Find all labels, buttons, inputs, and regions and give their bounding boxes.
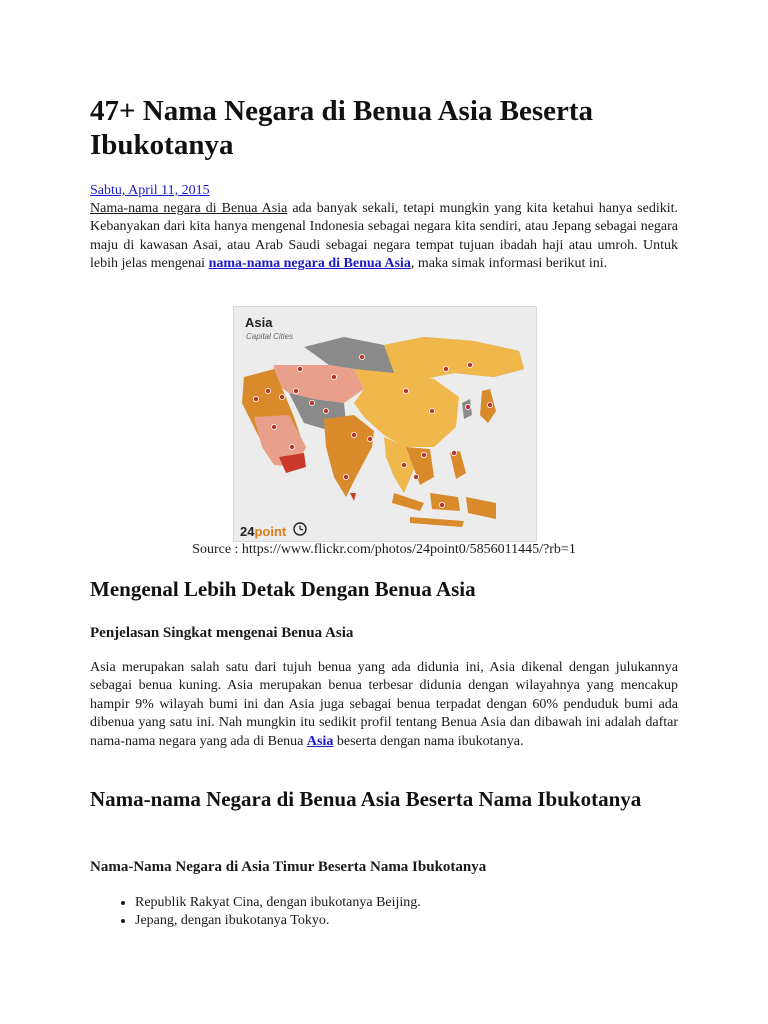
country-list [90, 894, 421, 930]
region-indonesia-3 [466, 497, 496, 519]
image-source-caption: Source : https://www.flickr.com/photos/24point0/5856011445/?rb=1 [192, 542, 576, 557]
map-logo-o: o [262, 524, 271, 539]
map-logo [240, 524, 286, 539]
section1-text-1: Asia merupakan salah satu dari tujuh benua yang ada didunia ini, Asia dikenal dengan julukannya sebagai benua kuning. Asia merupakan benua terbesar didunia dengan wilayahnya yang mencakup hampir 9% wilayah bumi ini dan Asia juga sebagai benua terpadat dengan 60% penduduk bumi ada dibenua yang satu ini. Nah mungkin itu sedikit profil tentang Benua Asia dan dibawah ini adalah daftar nama-nama negara yang ada di Benua [90, 660, 678, 749]
map-title: Asia [245, 315, 273, 330]
region-central-asia [272, 365, 364, 403]
map-subtitle: Capital Cities [246, 332, 294, 341]
section2-heading: Nama-nama Negara di Benua Asia Beserta Nama Ibukotanya [90, 787, 642, 811]
map-logo-suffix: int [270, 524, 287, 539]
region-indonesia-2 [430, 493, 460, 511]
asia-link[interactable]: Asia [306, 733, 334, 749]
map-logo-prefix: 24 [240, 524, 255, 539]
region-india [324, 415, 374, 497]
list-item: • Jepang, dengan ibukotanya Tokyo. [135, 912, 421, 930]
section2-subheading: Nama-Nama Negara di Asia Timur Beserta Nama Ibukotanya [90, 859, 487, 875]
section1-paragraph [90, 659, 678, 751]
section1-subheading: Penjelasan Singkat mengenai Benua Asia [90, 625, 354, 641]
region-sri-lanka [350, 493, 356, 501]
intro-text-2: , maka simak informasi berikut ini. [410, 256, 608, 272]
map-logo-p: p [254, 524, 263, 539]
section1-text-2: beserta dengan nama ibukotanya. [333, 733, 524, 749]
intro-text-1: ada banyak sekali, tetapi mungkin yang kita ketahui hanya sedikit. Kebanyakan dari kita hanya mengenal Indonesia sebagai negara kita sendiri, atau Jepang sebagai negara maju di kawasan Asai, atau Arab Saudi sebagai negara tempat tujuan ibadah haji atau umroh. Untuk lebih jelas mengenai [90, 201, 678, 272]
region-indonesia-4 [410, 517, 464, 527]
region-indonesia-1 [392, 493, 424, 511]
intro-bold-link[interactable]: nama-nama negara di Benua Asia [208, 256, 411, 272]
asia-map-graphic [234, 307, 536, 541]
article-title: 47+ Nama Negara di Benua Asia Beserta Ibukotanya [90, 95, 594, 161]
list-item: • Republik Rakyat Cina, dengan ibukotanya Beijing. [135, 894, 421, 912]
region-russia-east [384, 337, 524, 379]
section1-heading: Mengenal Lebih Detak Dengan Benua Asia [90, 577, 476, 601]
intro-underlined-phrase: Nama-nama negara di Benua Asia [90, 201, 288, 216]
post-date-link[interactable]: Sabtu, April 11, 2015 [90, 183, 210, 198]
asia-capital-cities-map [233, 306, 537, 542]
clock-icon [294, 523, 306, 535]
intro-paragraph [90, 200, 678, 274]
